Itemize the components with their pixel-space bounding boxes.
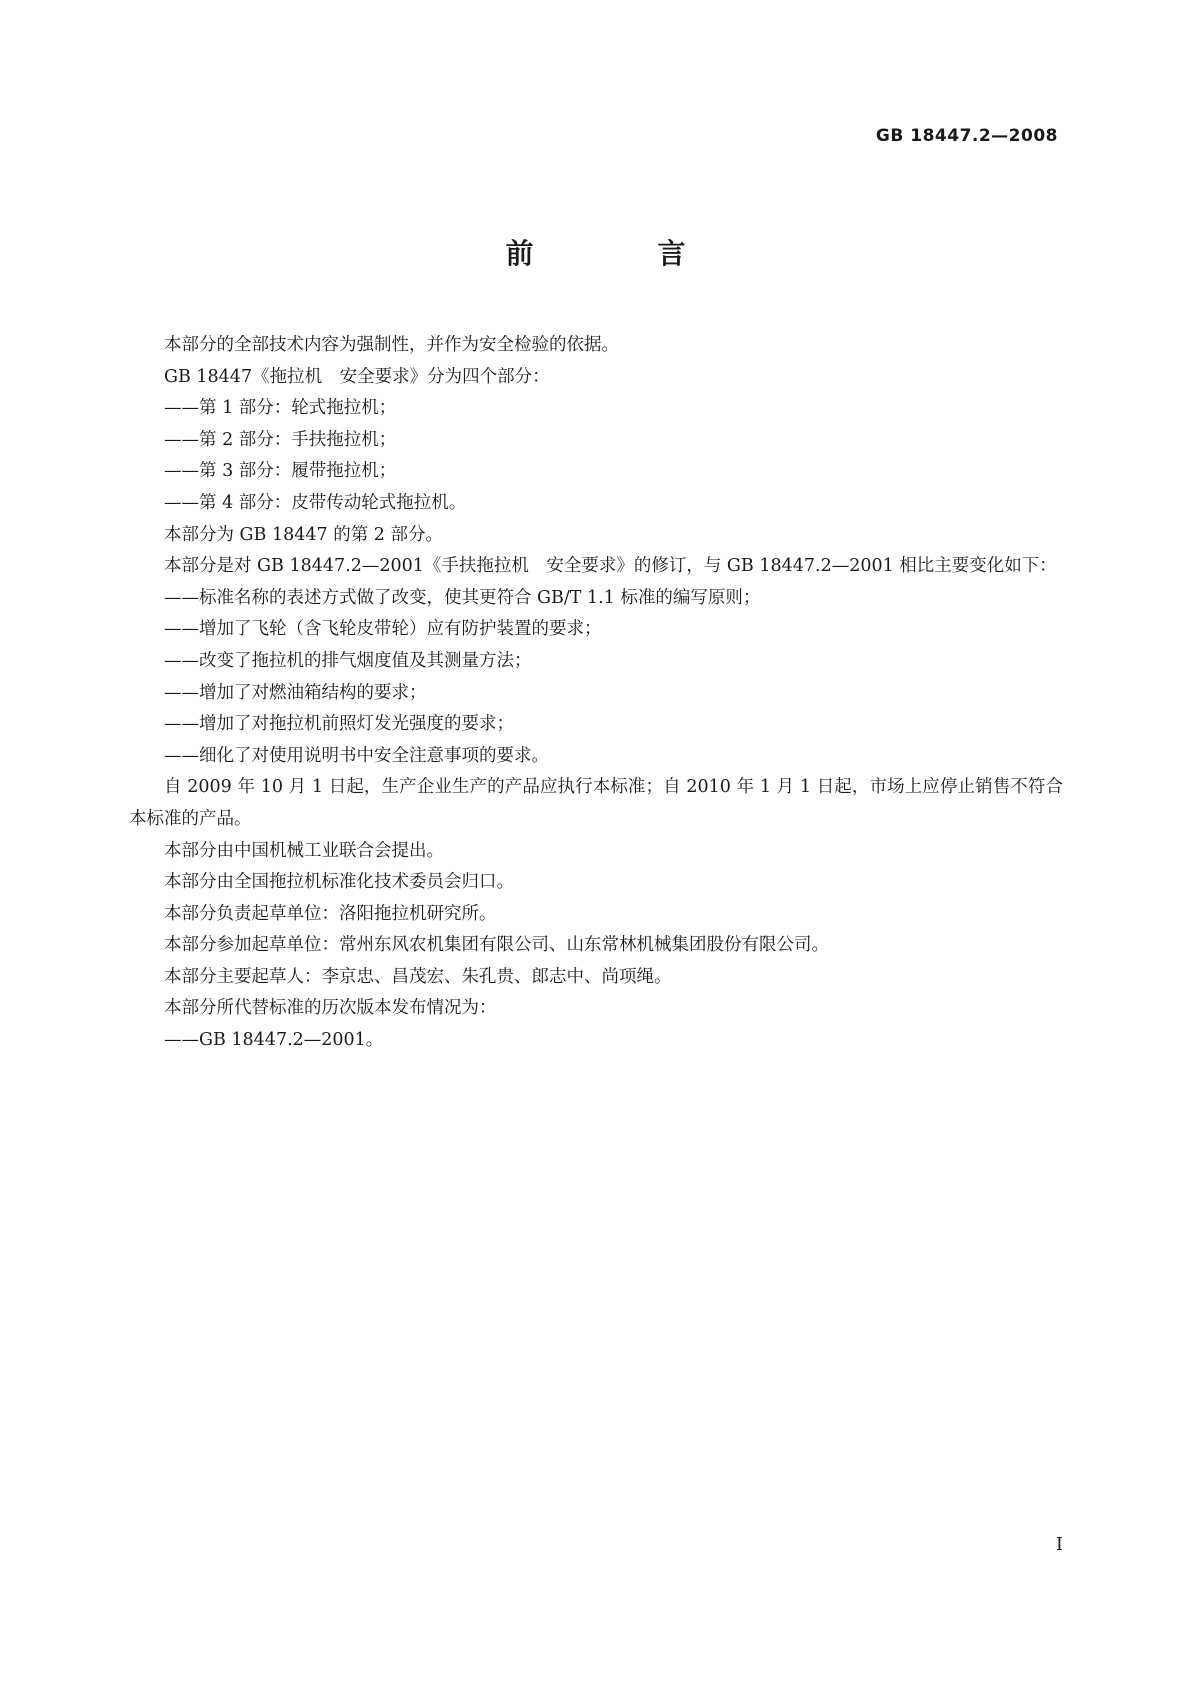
list-item: ——第 3 部分：履带拖拉机； [164,461,397,482]
foreword-body [129,330,1063,1057]
paragraph: GB 18447《拖拉机 安全要求》分为四个部分： [164,366,550,387]
list-item: ——增加了对燃油箱结构的要求； [164,682,427,703]
list-item: ——增加了飞轮（含飞轮皮带轮）应有防护装置的要求； [164,619,602,640]
paragraph: 自 2009 年 10 月 1 日起，生产企业生产的产品应执行本标准；自 2010 年 1 月 1 日起，市场上应停止销售不符合本标准的产品。 [129,777,1063,829]
page-title: 前 言 [505,237,734,270]
list-item: ——GB 18447.2—2001。 [164,1030,384,1051]
list-item: ——标准名称的表述方式做了改变，使其更符合 GB/T 1.1 标准的编写原则； [164,587,761,608]
list-item: ——第 4 部分：皮带传动轮式拖拉机。 [164,492,467,513]
paragraph: 本部分参加起草单位：常州东风农机集团有限公司、山东常林机械集团股份有限公司。 [164,935,829,956]
list-item: ——增加了对拖拉机前照灯发光强度的要求； [164,714,514,735]
paragraph: 本部分主要起草人：李京忠、昌茂宏、朱孔贵、郎志中、尚项绳。 [164,966,672,987]
paragraph: 本部分由中国机械工业联合会提出。 [164,840,444,861]
list-item: ——细化了对使用说明书中安全注意事项的要求。 [164,745,549,766]
paragraph: 本部分所代替标准的历次版本发布情况为： [164,998,497,1019]
standard-code: GB 18447.2—2008 [875,126,1058,146]
page-number: I [1055,1534,1063,1555]
paragraph: 本部分的全部技术内容为强制性，并作为安全检验的依据。 [164,335,619,355]
paragraph: 本部分为 GB 18447 的第 2 部分。 [164,524,443,545]
paragraph: 本部分由全国拖拉机标准化技术委员会归口。 [164,872,514,893]
list-item: ——第 2 部分：手扶拖拉机； [164,429,397,450]
list-item: ——第 1 部分：轮式拖拉机； [164,398,397,419]
list-item: ——改变了拖拉机的排气烟度值及其测量方法； [164,650,532,671]
paragraph: 本部分是对 GB 18447.2—2001《手扶拖拉机 安全要求》的修订，与 GB 18447.2—2001 相比主要变化如下： [164,556,1057,577]
paragraph: 本部分负责起草单位：洛阳拖拉机研究所。 [164,903,497,924]
